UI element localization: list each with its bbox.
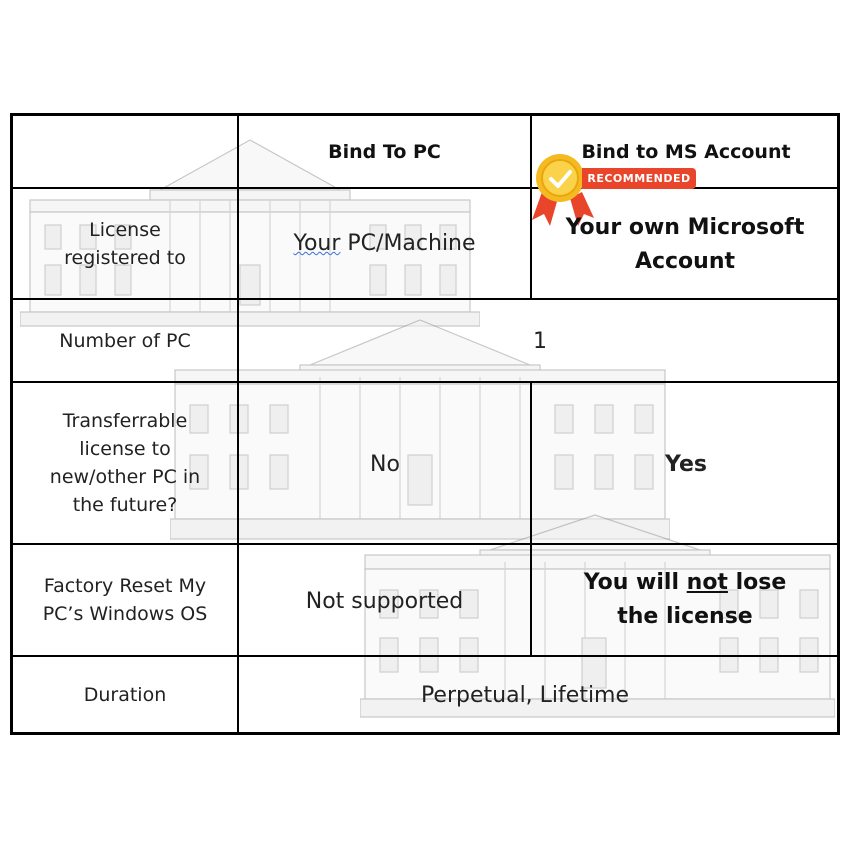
emphasis-not: not — [686, 570, 728, 595]
recommended-badge: RECOMMENDED — [582, 168, 696, 189]
table-border-right — [837, 113, 840, 735]
cell-account-license-registered: Your own Microsoft Account — [565, 215, 805, 274]
row-label-number-of-pc: Number of PC — [59, 329, 191, 352]
cell-number-of-pc: 1 — [533, 328, 547, 354]
row-label-license-registered: License registered to — [64, 218, 186, 269]
cell-pc-transferrable: No — [370, 451, 400, 477]
header-bind-to-pc: Bind To PC — [328, 140, 441, 163]
row-label-duration: Duration — [83, 683, 167, 706]
squiggle-text: Your PC/Machine — [293, 231, 476, 256]
column-divider — [530, 381, 532, 657]
cell-duration: Perpetual, Lifetime — [420, 682, 630, 708]
cell-pc-license-registered — [239, 189, 530, 298]
cell-account-factory-reset: You will not lose the license — [583, 570, 787, 629]
cell-pc-factory-reset: Not supported — [305, 588, 464, 614]
row-label-factory-reset: Factory Reset My PC’s Windows OS — [42, 575, 208, 625]
header-bind-to-ms-account: Bind to MS Account — [581, 141, 791, 163]
table-border-bottom — [10, 732, 840, 735]
cell-account-transferrable: Yes — [665, 451, 707, 477]
row-label-transferrable-license: Transferrable license to new/other PC in the future? — [49, 410, 201, 516]
